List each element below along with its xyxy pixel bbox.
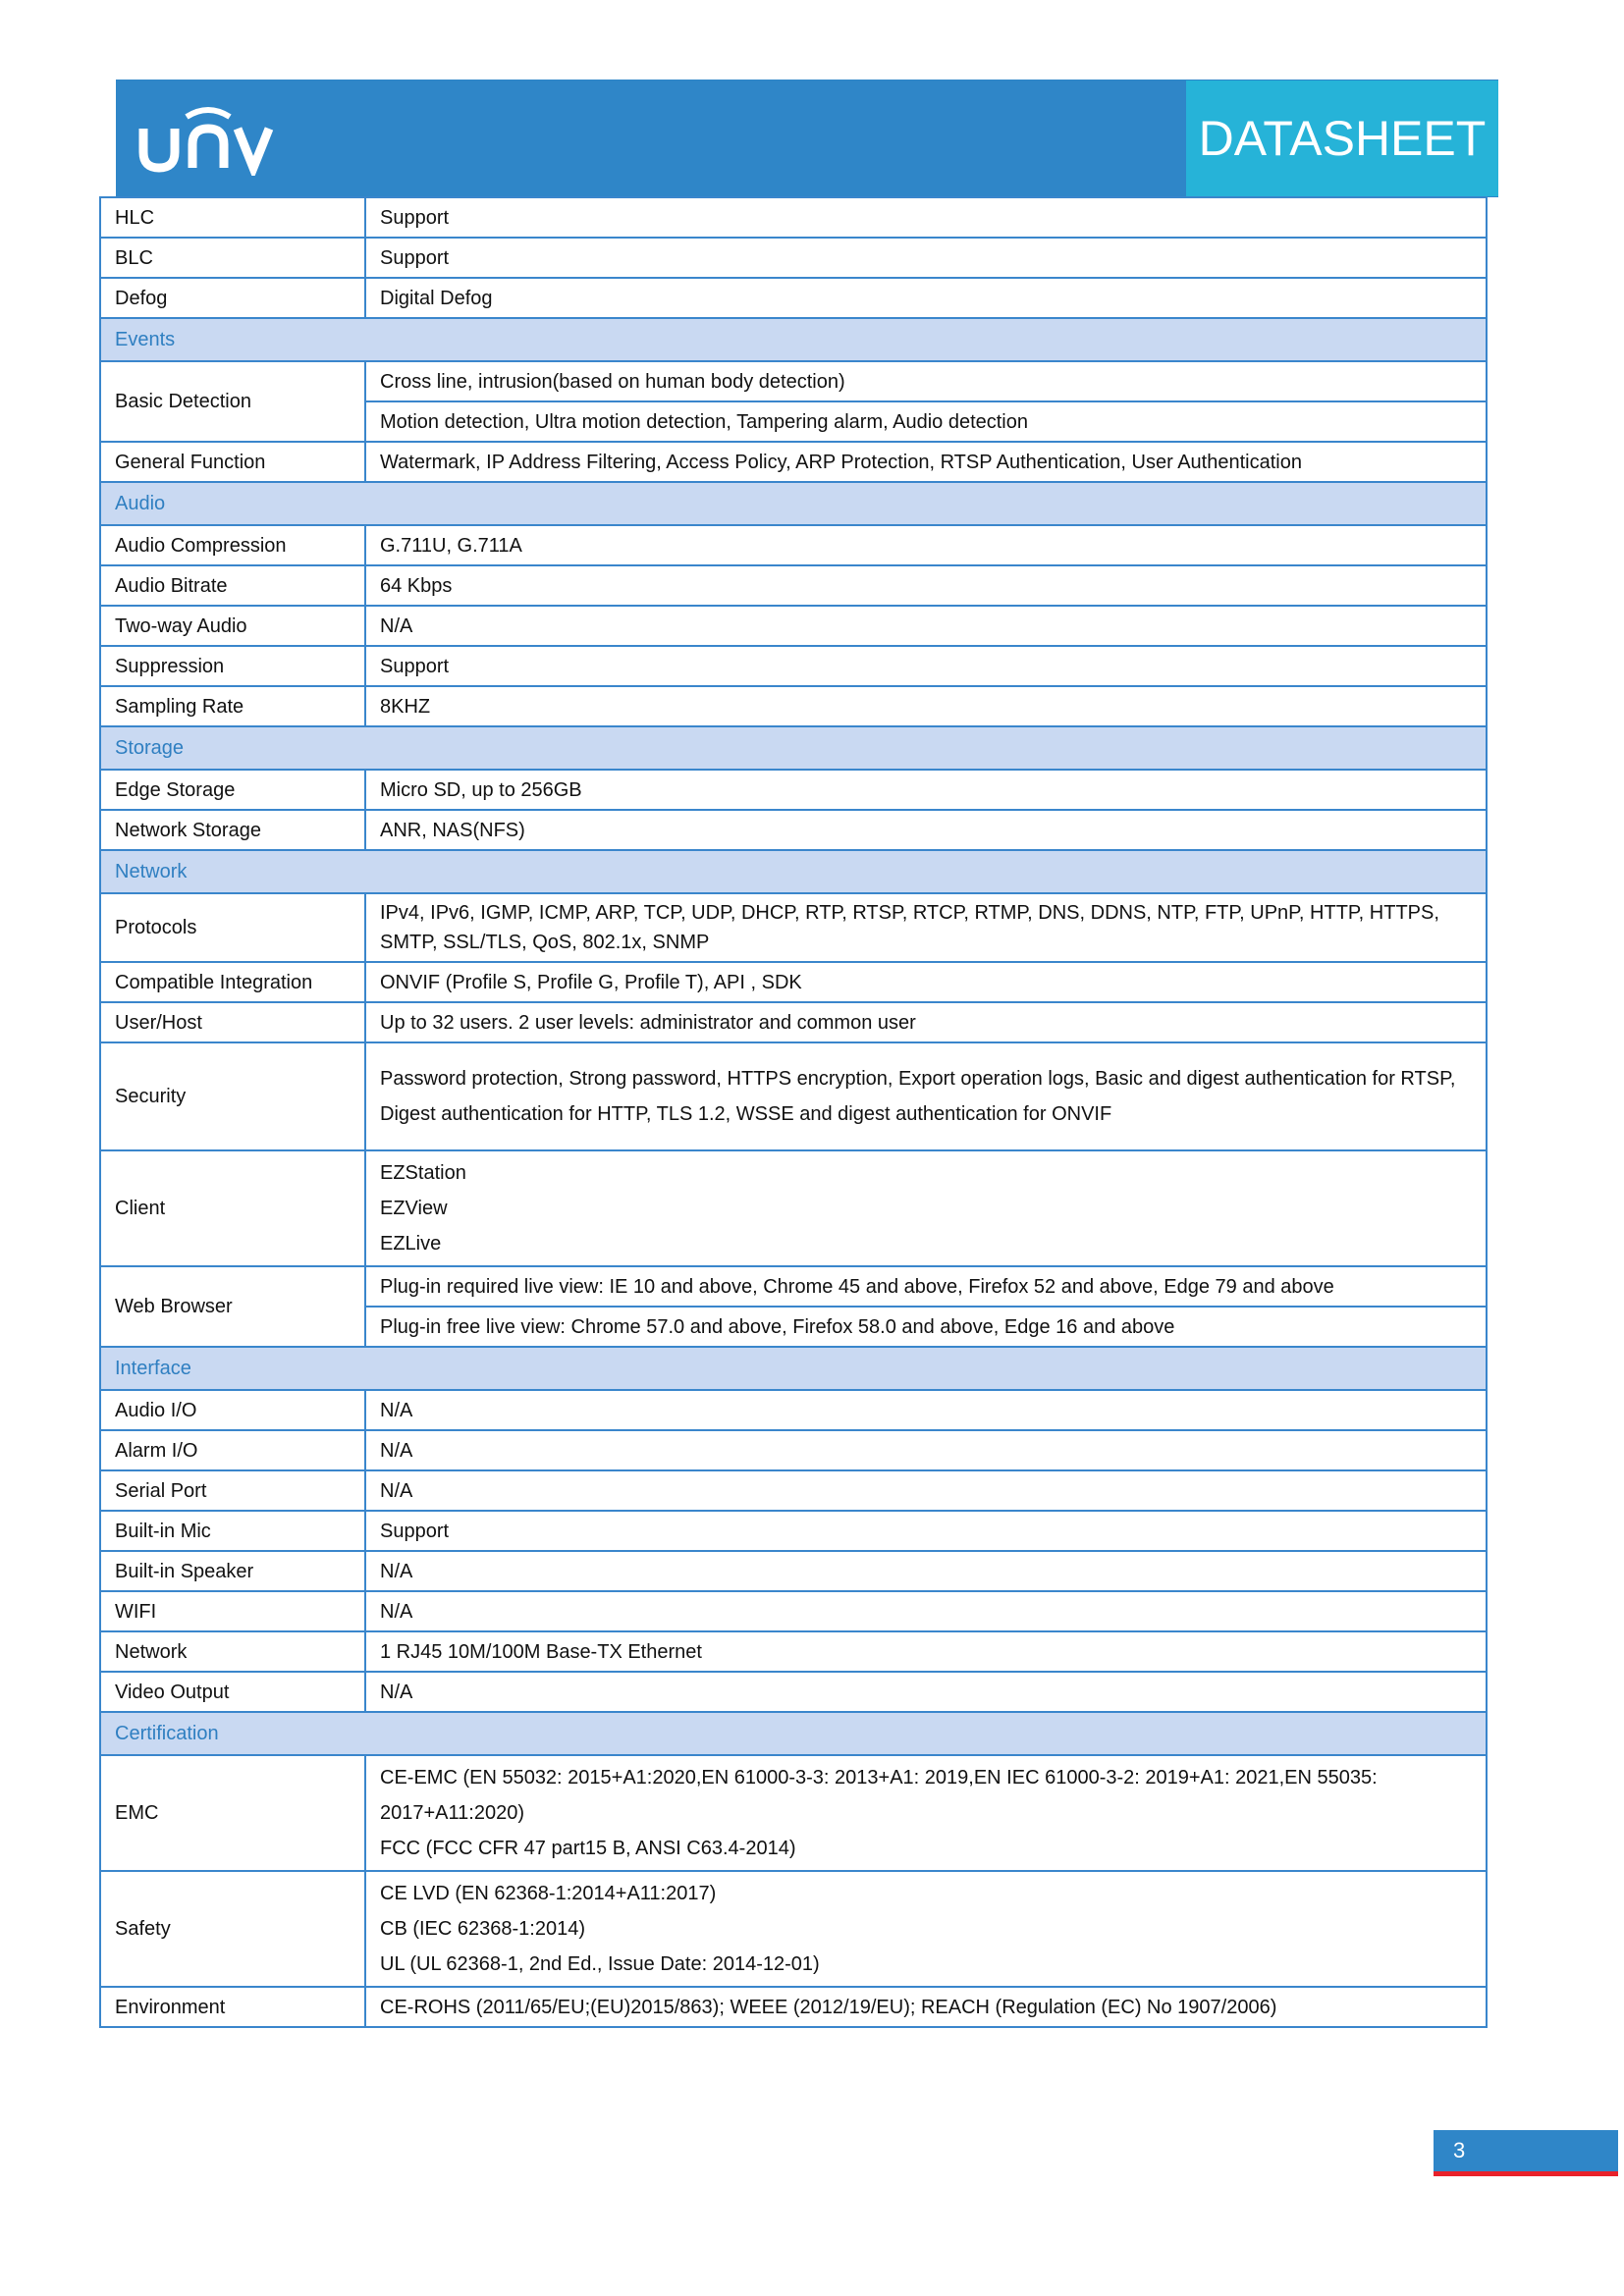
spec-key: Compatible Integration — [100, 962, 365, 1002]
section-title: Audio — [100, 482, 1487, 525]
spec-key: Safety — [100, 1871, 365, 1987]
spec-value: ONVIF (Profile S, Profile G, Profile T), API , SDK — [365, 962, 1487, 1002]
spec-key: Audio Compression — [100, 525, 365, 565]
spec-key: Alarm I/O — [100, 1430, 365, 1470]
spec-key: Suppression — [100, 646, 365, 686]
spec-row — [100, 1871, 1487, 1987]
spec-row — [100, 1511, 1487, 1551]
spec-value: N/A — [365, 1470, 1487, 1511]
spec-row — [100, 525, 1487, 565]
spec-row — [100, 1755, 1487, 1871]
spec-row — [100, 1266, 1487, 1307]
datasheet-title: DATASHEET — [1186, 80, 1498, 196]
spec-value: Plug-in free live view: Chrome 57.0 and above, Firefox 58.0 and above, Edge 16 and above — [365, 1307, 1487, 1347]
spec-value: N/A — [365, 606, 1487, 646]
spec-key: Client — [100, 1150, 365, 1266]
spec-value-line: FCC (FCC CFR 47 part15 B, ANSI C63.4-2014) — [380, 1838, 796, 1859]
spec-row — [100, 565, 1487, 606]
spec-value: Micro SD, up to 256GB — [365, 770, 1487, 810]
spec-row — [100, 1430, 1487, 1470]
spec-row — [100, 278, 1487, 318]
unv-logo-icon — [135, 101, 283, 176]
spec-key: Built-in Mic — [100, 1511, 365, 1551]
spec-value: Support — [365, 197, 1487, 238]
spec-value-line: UL (UL 62368-1, 2nd Ed., Issue Date: 2014-12-01) — [380, 1953, 820, 1975]
spec-key: Video Output — [100, 1672, 365, 1712]
unv-logo — [135, 101, 283, 176]
spec-row — [100, 361, 1487, 401]
section-title: Events — [100, 318, 1487, 361]
spec-value-line: EZView — [380, 1198, 448, 1219]
spec-key: Security — [100, 1042, 365, 1150]
spec-value: N/A — [365, 1672, 1487, 1712]
spec-row — [100, 1042, 1487, 1150]
spec-row — [100, 1631, 1487, 1672]
spec-key: EMC — [100, 1755, 365, 1871]
spec-value-line: CB (IEC 62368-1:2014) — [380, 1918, 586, 1940]
spec-value: Cross line, intrusion(based on human body detection) — [365, 361, 1487, 401]
spec-value: N/A — [365, 1390, 1487, 1430]
section-title: Storage — [100, 726, 1487, 770]
spec-row — [100, 197, 1487, 238]
section-row — [100, 482, 1487, 525]
spec-key: Audio I/O — [100, 1390, 365, 1430]
spec-key: Audio Bitrate — [100, 565, 365, 606]
spec-row — [100, 1672, 1487, 1712]
spec-value: 8KHZ — [365, 686, 1487, 726]
spec-key: Network — [100, 1631, 365, 1672]
spec-key: Environment — [100, 1987, 365, 2027]
spec-value — [365, 1150, 1487, 1266]
spec-key: WIFI — [100, 1591, 365, 1631]
spec-key: Basic Detection — [100, 361, 365, 442]
spec-row — [100, 1150, 1487, 1266]
spec-key: HLC — [100, 197, 365, 238]
spec-value: Up to 32 users. 2 user levels: administrator and common user — [365, 1002, 1487, 1042]
section-title: Certification — [100, 1712, 1487, 1755]
spec-row — [100, 1002, 1487, 1042]
spec-value: Support — [365, 238, 1487, 278]
spec-row — [100, 810, 1487, 850]
spec-value: Plug-in required live view: IE 10 and above, Chrome 45 and above, Firefox 52 and above, Edge 79 and above — [365, 1266, 1487, 1307]
spec-value: Support — [365, 1511, 1487, 1551]
section-row — [100, 1347, 1487, 1390]
spec-row — [100, 442, 1487, 482]
spec-row — [100, 770, 1487, 810]
spec-value: ANR, NAS(NFS) — [365, 810, 1487, 850]
spec-row — [100, 238, 1487, 278]
spec-value: 64 Kbps — [365, 565, 1487, 606]
spec-value: N/A — [365, 1430, 1487, 1470]
spec-row — [100, 893, 1487, 962]
spec-key: Two-way Audio — [100, 606, 365, 646]
spec-row — [100, 1390, 1487, 1430]
spec-value-line: EZStation — [380, 1162, 466, 1184]
spec-key: Built-in Speaker — [100, 1551, 365, 1591]
section-row — [100, 850, 1487, 893]
spec-key: Defog — [100, 278, 365, 318]
spec-value: N/A — [365, 1591, 1487, 1631]
spec-key: Sampling Rate — [100, 686, 365, 726]
spec-value: Support — [365, 646, 1487, 686]
spec-key: Edge Storage — [100, 770, 365, 810]
section-title: Interface — [100, 1347, 1487, 1390]
page-number: 3 — [1434, 2130, 1618, 2171]
spec-key: Serial Port — [100, 1470, 365, 1511]
spec-value-line: Password protection, Strong password, HTTPS encryption, Export operation logs, Basic and digest authentication for RTSP, — [380, 1068, 1456, 1090]
spec-key: General Function — [100, 442, 365, 482]
spec-value: 1 RJ45 10M/100M Base-TX Ethernet — [365, 1631, 1487, 1672]
section-title: Network — [100, 850, 1487, 893]
spec-key: Web Browser — [100, 1266, 365, 1347]
spec-value: N/A — [365, 1551, 1487, 1591]
spec-row — [100, 962, 1487, 1002]
spec-row — [100, 1591, 1487, 1631]
header-banner — [116, 80, 1498, 197]
spec-value — [365, 1042, 1487, 1150]
spec-value: Watermark, IP Address Filtering, Access Policy, ARP Protection, RTSP Authentication, User Authentication — [365, 442, 1487, 482]
spec-row — [100, 686, 1487, 726]
section-row — [100, 318, 1487, 361]
spec-key: Network Storage — [100, 810, 365, 850]
spec-row — [100, 1470, 1487, 1511]
spec-value-line: CE-EMC (EN 55032: 2015+A1:2020,EN 61000-3-3: 2013+A1: 2019,EN IEC 61000-3-2: 2019+A1: 2021,EN 55035: 2017+A11:2020) — [380, 1767, 1378, 1824]
spec-row — [100, 606, 1487, 646]
spec-value: CE-ROHS (2011/65/EU;(EU)2015/863); WEEE (2012/19/EU); REACH (Regulation (EC) No 1907/2006) — [365, 1987, 1487, 2027]
spec-value — [365, 1755, 1487, 1871]
spec-value: Motion detection, Ultra motion detection, Tampering alarm, Audio detection — [365, 401, 1487, 442]
spec-value: IPv4, IPv6, IGMP, ICMP, ARP, TCP, UDP, DHCP, RTP, RTSP, RTCP, RTMP, DNS, DDNS, NTP, FTP, UPnP, HTTP, HTTPS, SMTP, SSL/TLS, QoS, 802.1x, SNMP — [365, 893, 1487, 962]
section-row — [100, 1712, 1487, 1755]
spec-value-line: CE LVD (EN 62368-1:2014+A11:2017) — [380, 1883, 717, 1904]
spec-value-line: EZLive — [380, 1233, 442, 1255]
spec-row — [100, 1987, 1487, 2027]
spec-value — [365, 1871, 1487, 1987]
spec-key: User/Host — [100, 1002, 365, 1042]
spec-row — [100, 646, 1487, 686]
spec-value: Digital Defog — [365, 278, 1487, 318]
spec-key: Protocols — [100, 893, 365, 962]
footer-red-line — [1434, 2171, 1618, 2176]
spec-table — [99, 196, 1488, 2028]
spec-row — [100, 1551, 1487, 1591]
spec-value-line: Digest authentication for HTTP, TLS 1.2, WSSE and digest authentication for ONVIF — [380, 1103, 1112, 1125]
section-row — [100, 726, 1487, 770]
spec-value: G.711U, G.711A — [365, 525, 1487, 565]
spec-key: BLC — [100, 238, 365, 278]
